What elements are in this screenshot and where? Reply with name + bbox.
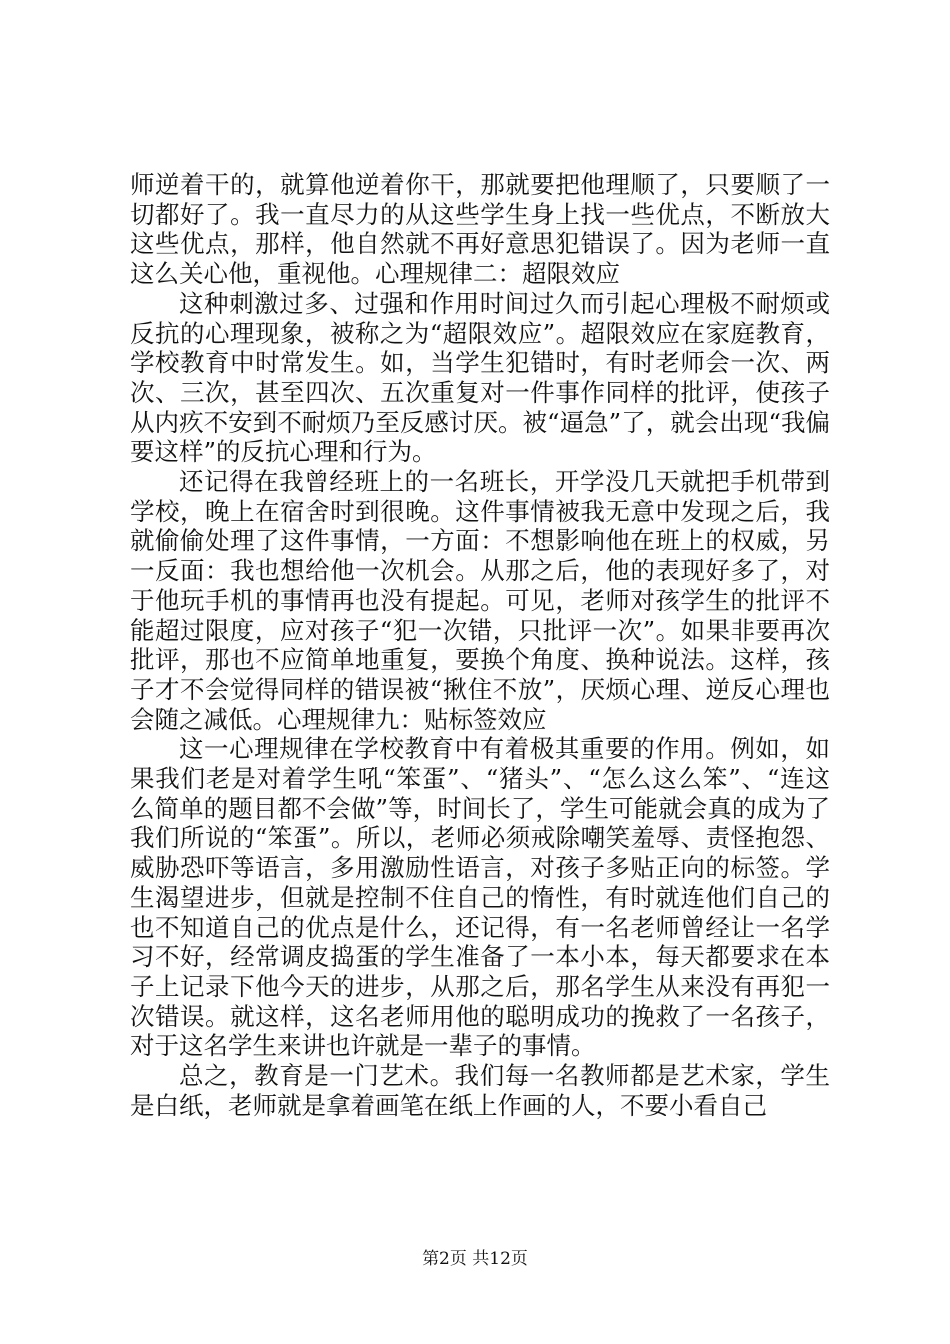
- paragraph-overlimit-effect: 这种刺激过多、过强和作用时间过久而引起心理极不耐烦或反抗的心理现象，被称之为“超限效应”。超限效应在家庭教育，学校教育中时常发生。如，当学生犯错时，有时老师会一次、两次、三次，甚至四次、五次重复对一件事作同样的批评，使孩子从内疚不安到不耐烦乃至反感讨厌。被“逼急”了，就会出现“我偏要这样”的反抗心理和行为。: [130, 288, 830, 467]
- paragraph-conclusion: 总之，教育是一门艺术。我们每一名教师都是艺术家，学生是白纸，老师就是拿着画笔在纸上作画的人，不要小看自己: [130, 1061, 830, 1120]
- page-footer: 第2页 共12页: [422, 1249, 528, 1269]
- paragraph-labeling-effect: 这一心理规律在学校教育中有着极其重要的作用。例如，如果我们老是对着学生吼“笨蛋”、“猪头”、“怎么这么笨”、“连这么简单的题目都不会做”等，时间长了，学生可能就会真的成为了我们所说的“笨蛋”。所以，老师必须戒除嘲笑羞辱、责怪抱怨、威胁恐吓等语言，多用激励性语言，对孩子多贴正向的标签。学生渴望进步，但就是控制不住自己的惰性，有时就连他们自己的也不知道自己的优点是什么，还记得，有一名老师曾经让一名学习不好，经常调皮捣蛋的学生准备了一本小本，每天都要求在本子上记录下他今天的进步，从那之后，那名学生从来没有再犯一次错误。就这样，这名老师用他的聪明成功的挽救了一名孩子，对于这名学生来讲也许就是一辈子的事情。: [130, 734, 830, 1061]
- document-body: [130, 170, 830, 1121]
- paragraph-continued: 师逆着干的，就算他逆着你干，那就要把他理顺了，只要顺了一切都好了。我一直尽力的从这些学生身上找一些优点，不断放大这些优点，那样，他自然就不再好意思犯错误了。因为老师一直这么关心他，重视他。心理规律二：超限效应: [130, 170, 830, 289]
- paragraph-class-monitor-story: 还记得在我曾经班上的一名班长，开学没几天就把手机带到学校，晚上在宿舍时到很晚。这件事情被我无意中发现之后，我就偷偷处理了这件事情，一方面：不想影响他在班上的权威，另一反面：我也想给他一次机会。从那之后，他的表现好多了，对于他玩手机的事情再也没有提起。可见，老师对孩学生的批评不能超过限度，应对孩子“犯一次错，只批评一次”。如果非要再次批评，那也不应简单地重复，要换个角度、换种说法。这样，孩子才不会觉得同样的错误被“揪住不放”，厌烦心理、逆反心理也会随之减低。心理规律九：贴标签效应: [130, 467, 830, 734]
